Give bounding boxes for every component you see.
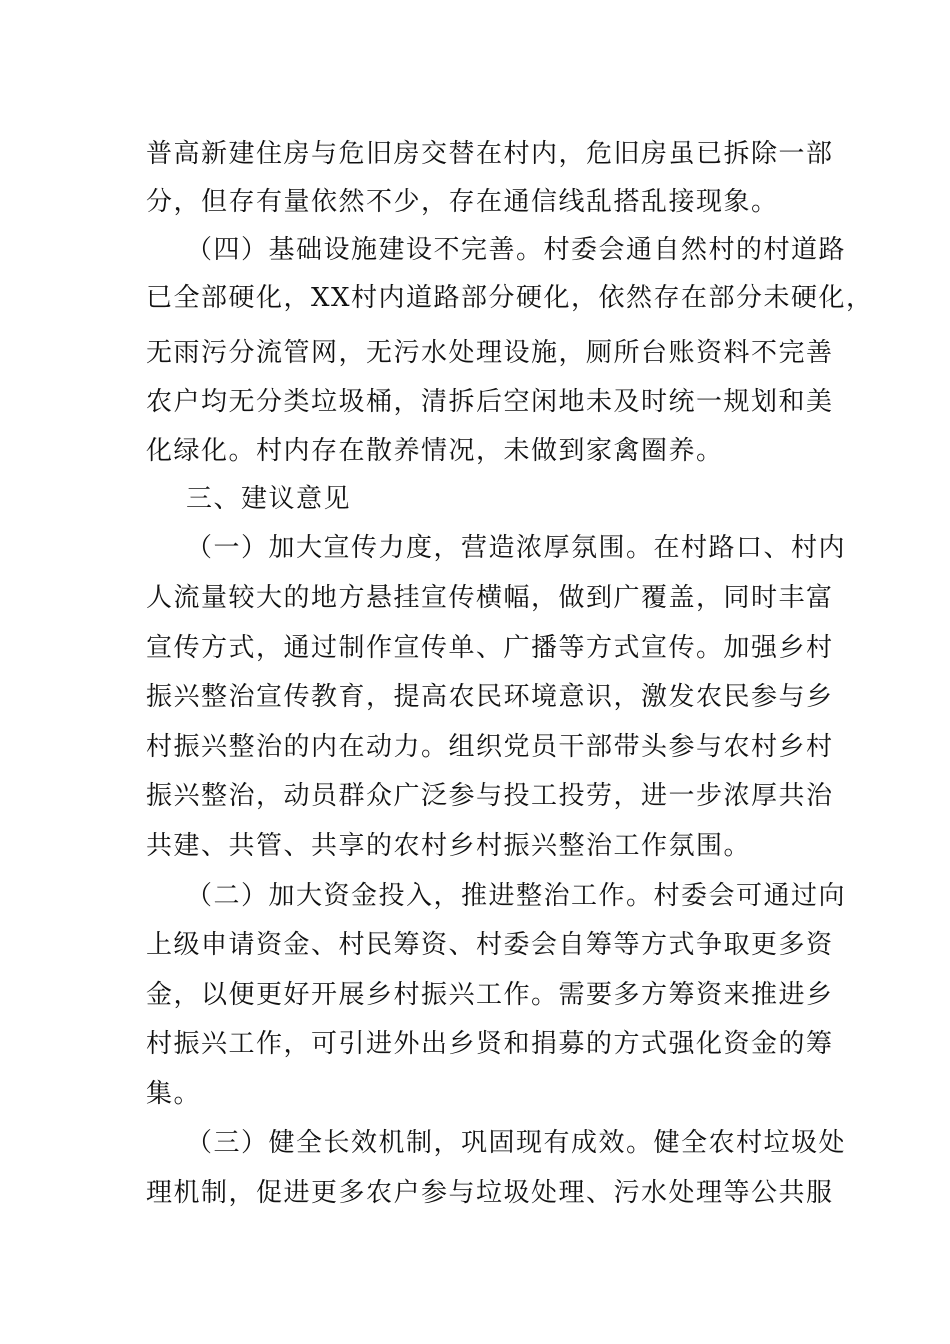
paragraph-heading: （四）基础设施建设不完善。村委会通自然村的村道路 — [186, 235, 847, 265]
text-line: 普高新建住房与危旧房交替在村内，危旧房虽已拆除一部 — [146, 139, 834, 169]
text-line: 人流量较大的地方悬挂宣传横幅，做到广覆盖，同时丰富 — [146, 583, 834, 613]
text-line: 已全部硬化，XX村内道路部分硬化，依然存在部分未硬化， — [146, 283, 874, 313]
text-line: 金，以便更好开展乡村振兴工作。需要多方筹资来推进乡 — [146, 980, 834, 1010]
paragraph-heading: （三）健全长效机制，巩固现有成效。健全农村垃圾处 — [186, 1128, 847, 1158]
text-line: 分，但存有量依然不少，存在通信线乱搭乱接现象。 — [146, 187, 779, 217]
text-line: 振兴整治，动员群众广泛参与投工投劳，进一步浓厚共治 — [146, 781, 834, 811]
text-line: 上级申请资金、村民筹资、村委会自筹等方式争取更多资 — [146, 930, 834, 960]
text-line: 振兴整治宣传教育，提高农民环境意识，激发农民参与乡 — [146, 682, 834, 712]
text-line: 农户均无分类垃圾桶，清拆后空闲地未及时统一规划和美 — [146, 387, 834, 417]
text-line: 宣传方式，通过制作宣传单、广播等方式宣传。加强乡村 — [146, 633, 834, 663]
paragraph-heading: （二）加大资金投入，推进整治工作。村委会可通过向 — [186, 881, 847, 911]
paragraph-heading: （一）加大宣传力度，营造浓厚氛围。在村路口、村内 — [186, 533, 847, 563]
section-heading: 三、建议意见 — [186, 484, 352, 514]
text-line: 无雨污分流管网，无污水处理设施，厕所台账资料不完善 — [146, 338, 834, 368]
text-line: 集。 — [146, 1079, 202, 1109]
text-line: 村振兴工作，可引进外出乡贤和捐募的方式强化资金的筹 — [146, 1029, 834, 1059]
text-line: 共建、共管、共享的农村乡村振兴整治工作氛围。 — [146, 831, 752, 861]
text-line: 化绿化。村内存在散养情况，未做到家禽圈养。 — [146, 436, 724, 466]
text-line: 村振兴整治的内在动力。组织党员干部带头参与农村乡村 — [146, 732, 834, 762]
text-line: 理机制，促进更多农户参与垃圾处理、污水处理等公共服 — [146, 1178, 834, 1208]
